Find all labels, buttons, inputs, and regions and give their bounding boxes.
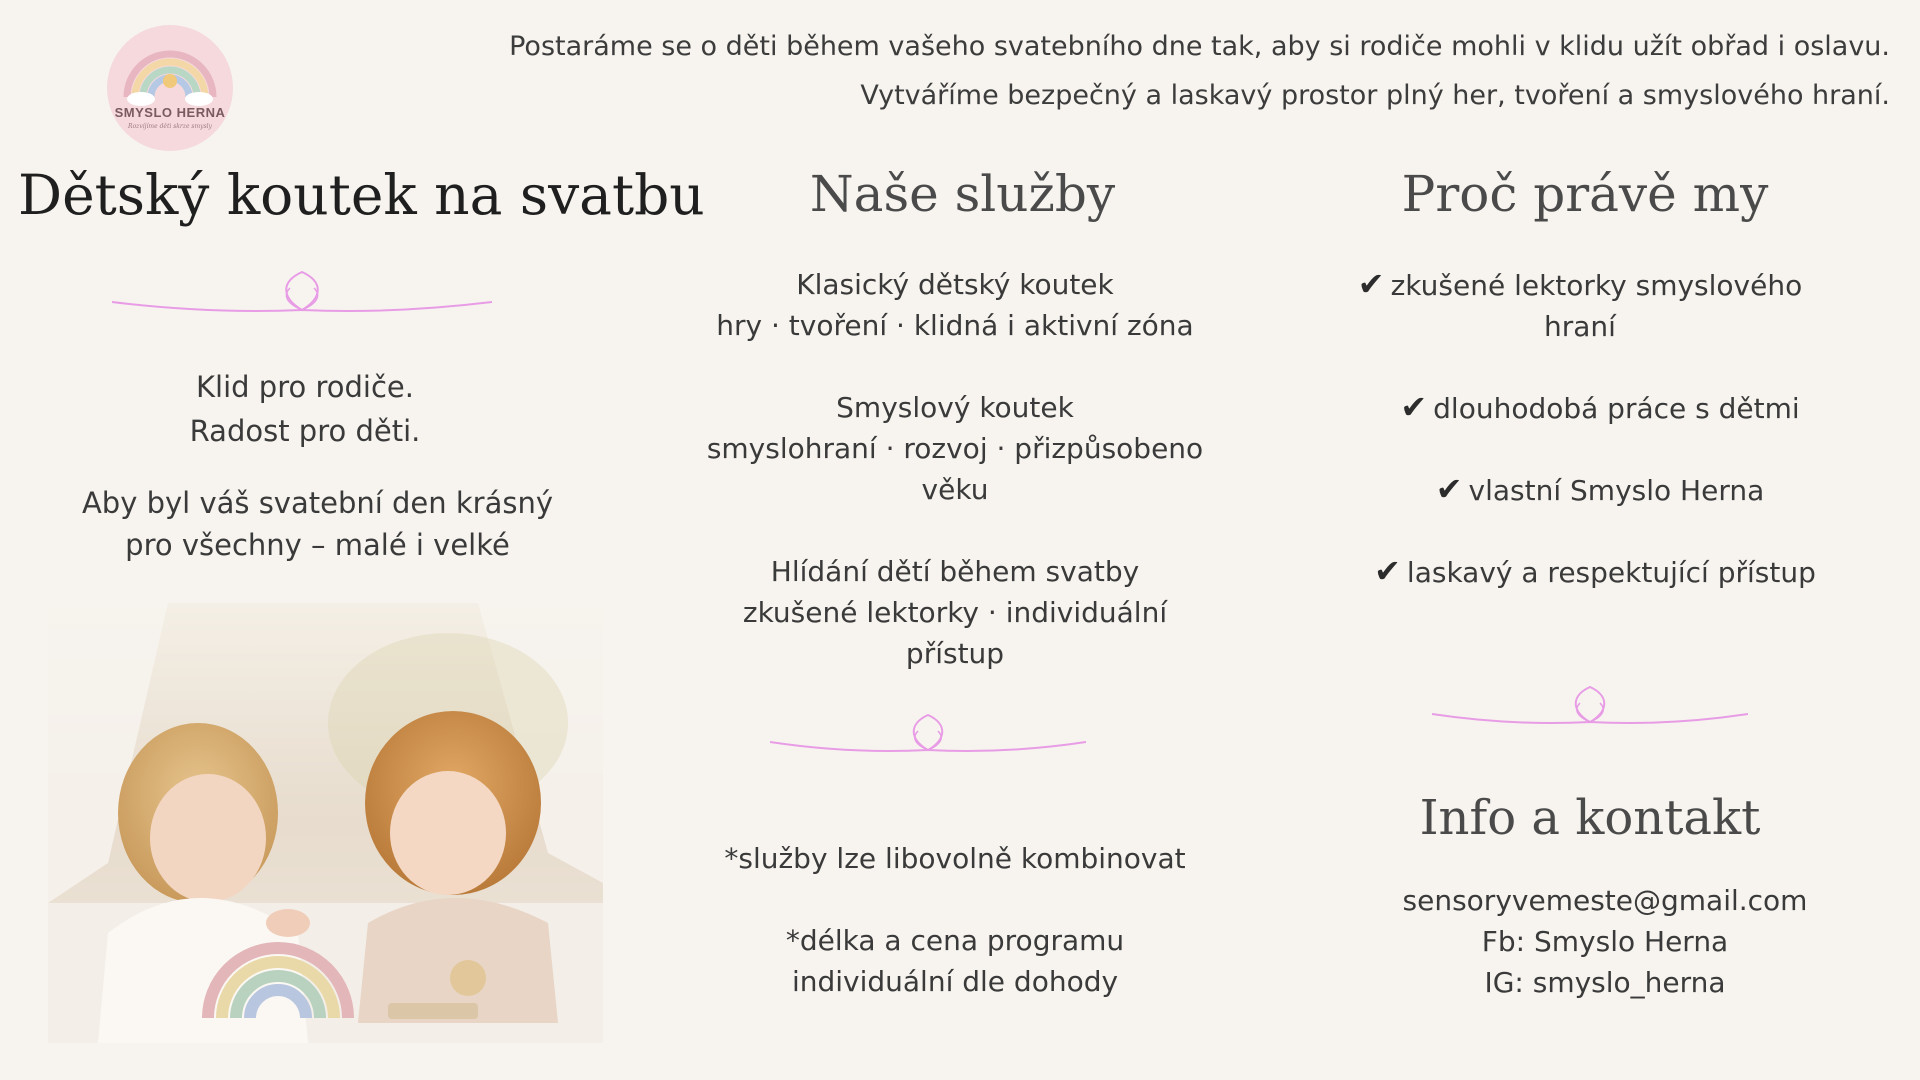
page-title: Dětský koutek na svatbu: [18, 163, 705, 227]
why-item-2-text: dlouhodobá práce s dětmi: [1433, 392, 1800, 425]
checkmark-icon: ✔: [1435, 470, 1463, 508]
desc-line-1: Aby byl váš svatební den krásný: [81, 486, 554, 520]
ornament-divider-right: [1432, 684, 1748, 734]
service-name-2: Smyslový koutek: [836, 391, 1074, 424]
service-detail-2b: věku: [921, 473, 989, 506]
services-note-price: [690, 920, 1220, 1002]
desc-line-2: pro všechny – malé i velké: [125, 528, 510, 562]
checkmark-icon: ✔: [1374, 552, 1401, 590]
why-item-1-line-2: hraní: [1544, 310, 1616, 343]
contact-details: [1330, 880, 1880, 1003]
why-item-4-line: [1335, 551, 1855, 593]
tagline-parents: Klid pro rodiče.: [196, 370, 414, 404]
left-taglines: [20, 365, 590, 453]
why-item-4-text: laskavý a respektující přístup: [1406, 556, 1816, 589]
services-note-combine: [690, 838, 1220, 879]
service-item-3: [690, 551, 1220, 674]
why-item-2-line: [1340, 387, 1860, 429]
ornament-divider-middle: [770, 712, 1086, 762]
intro-line-2: Vytváříme bezpečný a laskavý prostor plný her, tvoření a smyslového hraní.: [860, 80, 1890, 111]
why-item-3-line: [1340, 469, 1860, 511]
note-price-2: individuální dle dohody: [791, 965, 1119, 998]
logo-tagline: Rozvíjíme děti skrze smysly: [128, 123, 212, 130]
why-item-1: [1320, 264, 1840, 347]
services-title: Naše služby: [809, 165, 1116, 223]
logo: [107, 25, 233, 151]
service-detail-2a: smyslohraní · rozvoj · přizpůsobeno: [706, 432, 1204, 465]
why-item-3-text: vlastní Smyslo Herna: [1468, 474, 1765, 507]
contact-facebook[interactable]: Fb: Smyslo Herna: [1481, 925, 1729, 958]
why-item-4: [1335, 551, 1855, 593]
checkmark-icon: ✔: [1357, 265, 1385, 303]
checkmark-icon: ✔: [1400, 388, 1428, 426]
service-item-2: [690, 387, 1220, 510]
rainbow-icon: [107, 25, 233, 115]
service-detail-3b: přístup: [905, 637, 1005, 670]
intro-line-1: Postaráme se o děti během vašeho svatebního dne tak, aby si rodiče mohli v klidu užít obřad i oslavu.: [509, 31, 1890, 62]
children-playing-photo: [48, 603, 603, 1043]
note-combine: *služby lze libovolně kombinovat: [724, 842, 1186, 875]
service-name-3: Hlídání dětí během svatby: [770, 555, 1140, 588]
service-detail-1: hry · tvoření · klidná i aktivní zóna: [716, 309, 1194, 342]
why-us-title: Proč právě my: [1401, 165, 1769, 223]
intro-text: [330, 22, 1890, 120]
contact-title: Info a kontakt: [1419, 790, 1761, 846]
service-name-1: Klasický dětský koutek: [796, 268, 1114, 301]
service-item-1: [690, 264, 1220, 346]
service-detail-3a: zkušené lektorky · individuální: [742, 596, 1168, 629]
contact-instagram[interactable]: IG: smyslo_herna: [1484, 966, 1726, 999]
left-description: [20, 482, 615, 566]
tagline-children: Radost pro děti.: [189, 414, 421, 448]
ornament-divider-left: [112, 268, 492, 322]
why-item-1-text: zkušené lektorky smyslového: [1390, 269, 1803, 302]
note-price-1: *délka a cena programu: [785, 924, 1125, 957]
why-item-3: [1340, 469, 1860, 511]
contact-email[interactable]: sensoryvemeste@gmail.com: [1402, 884, 1808, 917]
why-item-1-line-1: [1320, 264, 1840, 306]
why-item-2: [1340, 387, 1860, 429]
logo-name: SMYSLO HERNA: [114, 105, 226, 120]
